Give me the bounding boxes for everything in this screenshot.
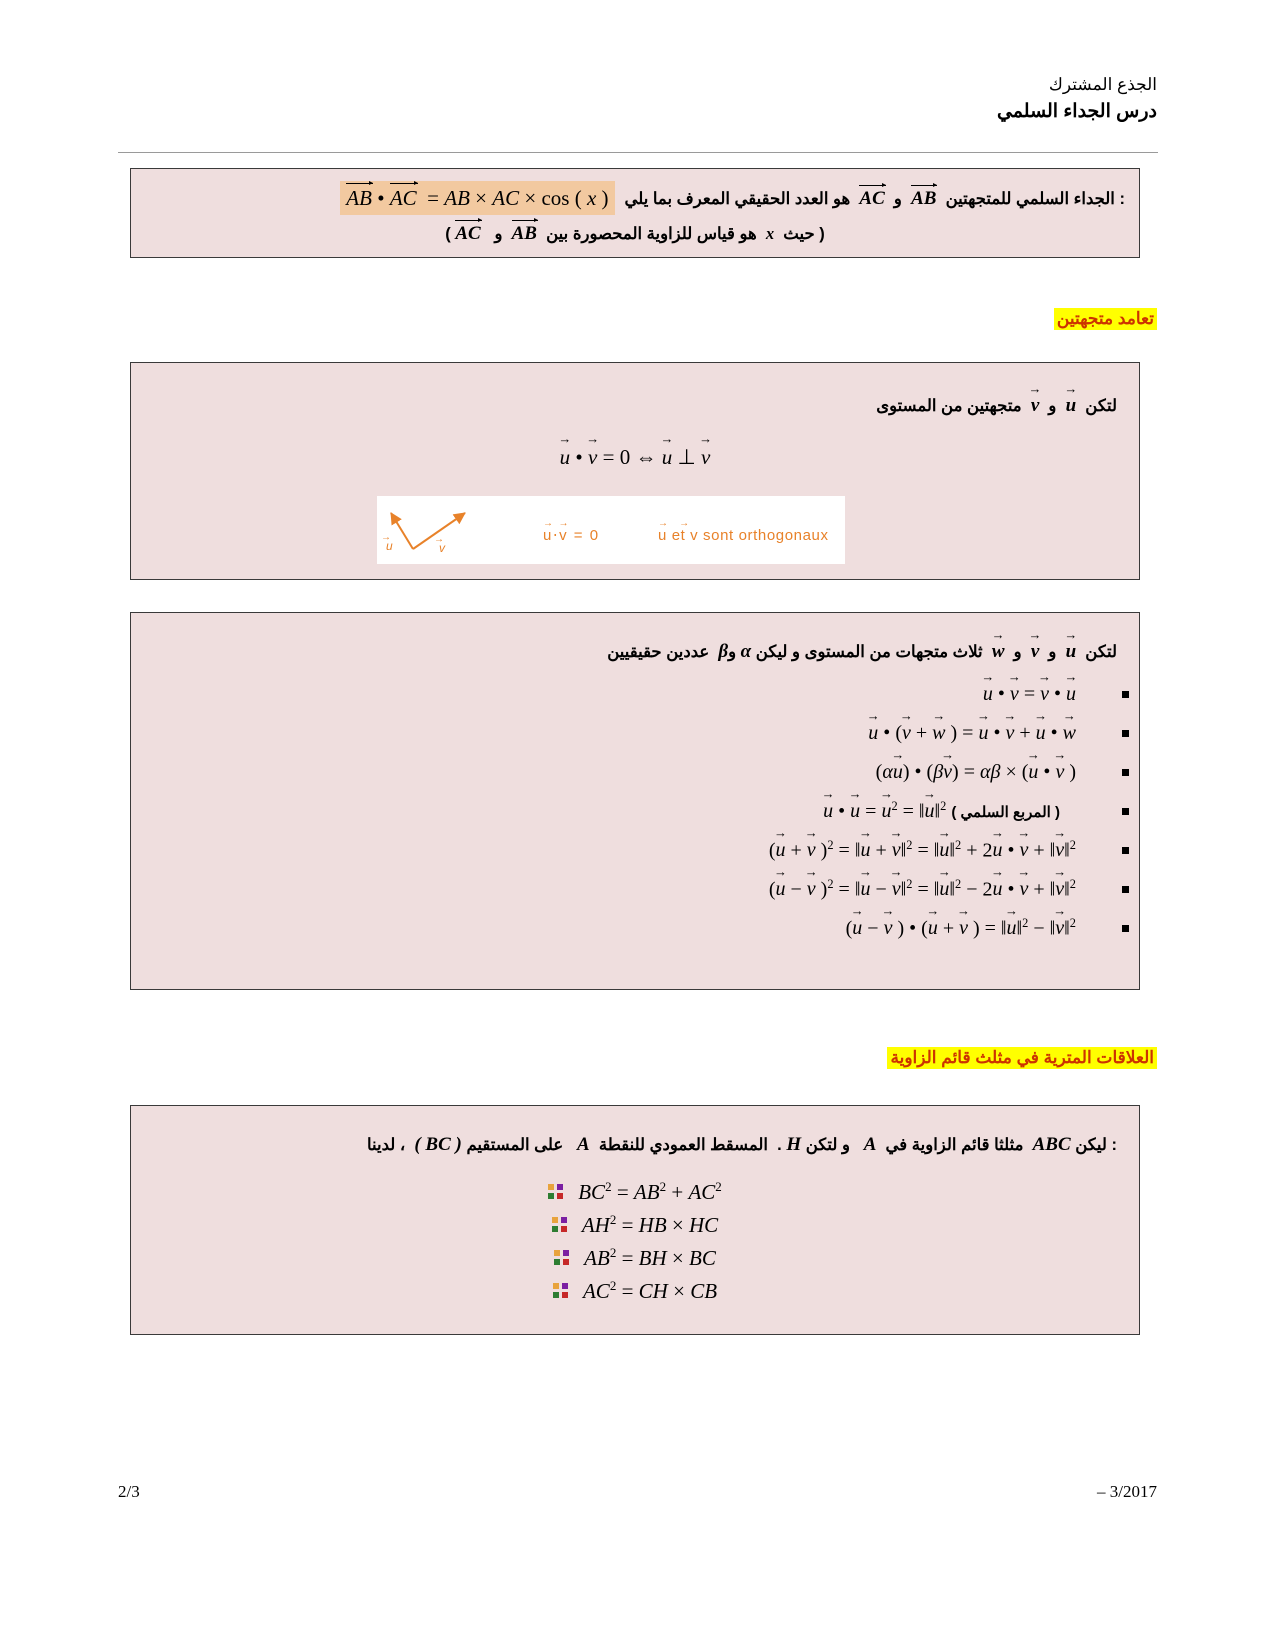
metric-relation-item bbox=[131, 1176, 1139, 1208]
property-bilinearity: (αu →) • (βv →) = αβ × (u → • v → ) bbox=[876, 761, 1076, 784]
metric-relation-item bbox=[131, 1242, 1139, 1274]
property-item bbox=[119, 835, 1139, 865]
metric-relations-list bbox=[131, 1176, 1139, 1308]
document-date: – 3/2017 bbox=[1097, 1482, 1157, 1501]
flower-bullet-icon bbox=[548, 1184, 564, 1200]
orthogonality-formula: u → • v → = 0 ⇔ u → ⊥ v → bbox=[131, 445, 1139, 470]
property-scalar-square: u → • u → = u →$^2$ = ‖u →‖$^2$ ( المربع السلمي ) bbox=[823, 799, 1076, 824]
property-item bbox=[119, 757, 1139, 787]
bullet-square-icon bbox=[1122, 847, 1129, 854]
properties-list bbox=[131, 679, 1139, 952]
dot-product-formula: AB • AC = AB × AC × cos ( x ) bbox=[340, 181, 614, 215]
orthogonality-figure bbox=[377, 496, 845, 564]
relation-altitude: $AH^2$ = HB × HC bbox=[581, 1212, 719, 1237]
metric-relation-item bbox=[131, 1275, 1139, 1307]
definition-text: الجداء السلمي للمتجهتين AB و AC هو العدد الحقيقي المعرف بما يلي : bbox=[624, 188, 1125, 209]
scalar-square-note: ( المربع السلمي ) bbox=[951, 804, 1060, 822]
metric-intro: ليكن ABC مثلثا قائم الزاوية في A و لتكن H . المسقط العمودي للنقطة A على المستقيم ( BC ) ، لدينا : bbox=[366, 1134, 1117, 1155]
orthogonality-box bbox=[130, 362, 1140, 580]
property-commutativity: u → • v → = v → • u → bbox=[983, 683, 1076, 706]
property-item bbox=[119, 874, 1139, 904]
header-subtitle: الجذع المشترك bbox=[1048, 75, 1157, 94]
bullet-square-icon bbox=[1122, 769, 1129, 776]
svg-text:u⋅v = 0: u⋅v = 0 bbox=[543, 527, 600, 544]
flower-bullet-icon bbox=[553, 1283, 569, 1299]
relation-leg-ab: $AB^2$ = BH × BC bbox=[584, 1245, 716, 1270]
property-item bbox=[119, 679, 1139, 709]
section-title-orthogonality: تعامد متجهتين bbox=[1054, 308, 1157, 330]
metric-relations-box bbox=[130, 1105, 1140, 1335]
properties-intro: لتكن u → و v → و w → ثلاث متجهات من المستوى و ليكن α وβ عددين حقيقيين bbox=[607, 641, 1117, 663]
property-item bbox=[119, 718, 1139, 748]
svg-text:→ →: → → bbox=[543, 518, 569, 529]
relation-pythagoras: $BC^2 = AB^2 + AC^2$ bbox=[578, 1179, 722, 1204]
svg-text:v: v bbox=[439, 541, 445, 555]
page-number: 2/3 bbox=[118, 1482, 140, 1501]
svg-text:→: → bbox=[381, 532, 391, 543]
property-difference-square: (u → − v → )$^2$ = ‖u → − v →‖$^2$ = ‖u →‖$^2$ − 2u → • v → + ‖v →‖$^2$ bbox=[769, 877, 1076, 902]
flower-bullet-icon bbox=[554, 1250, 570, 1266]
property-item bbox=[119, 913, 1139, 943]
properties-box bbox=[130, 612, 1140, 990]
svg-text:u et v sont orthogonaux: u et v sont orthogonaux bbox=[658, 527, 829, 544]
section-title-metric-relations: العلاقات المترية في مثلث قائم الزاوية bbox=[887, 1047, 1157, 1069]
bullet-square-icon bbox=[1122, 691, 1129, 698]
bullet-square-icon bbox=[1122, 886, 1129, 893]
property-sum-square: (u → + v → )$^2$ = ‖u → + v →‖$^2$ = ‖u →‖$^2$ + 2u → • v → + ‖v →‖$^2$ bbox=[769, 838, 1076, 863]
definition-row bbox=[145, 181, 1125, 215]
property-item bbox=[119, 796, 1139, 826]
metric-relation-item bbox=[131, 1209, 1139, 1241]
orthogonality-intro: لتكن u → و v → متجهتين من المستوى bbox=[876, 395, 1117, 417]
bullet-square-icon bbox=[1122, 730, 1129, 737]
header-divider bbox=[118, 152, 1158, 153]
definition-condition: ( حيث x هو قياس للزاوية المحصورة بين AB و AC ) bbox=[445, 223, 825, 244]
bullet-square-icon bbox=[1122, 808, 1129, 815]
flower-bullet-icon bbox=[552, 1217, 568, 1233]
document-header bbox=[557, 72, 1157, 126]
svg-text:u: u bbox=[386, 539, 393, 553]
svg-text:→ →: → → bbox=[658, 518, 690, 529]
bullet-square-icon bbox=[1122, 925, 1129, 932]
definition-box bbox=[130, 168, 1140, 258]
orthogonal-vectors-diagram bbox=[377, 496, 845, 564]
svg-text:→: → bbox=[434, 534, 444, 545]
property-difference-of-squares: (u → − v → ) • (u → + v → ) = ‖u →‖$^2$ − ‖v →‖$^2$ bbox=[846, 916, 1076, 941]
relation-leg-ac: $AC^2$ = CH × CB bbox=[582, 1278, 718, 1303]
header-title: درس الجداء السلمي bbox=[996, 100, 1157, 122]
property-distributivity: u → • (v → + w → ) = u → • v → + u → • w → bbox=[868, 722, 1076, 745]
